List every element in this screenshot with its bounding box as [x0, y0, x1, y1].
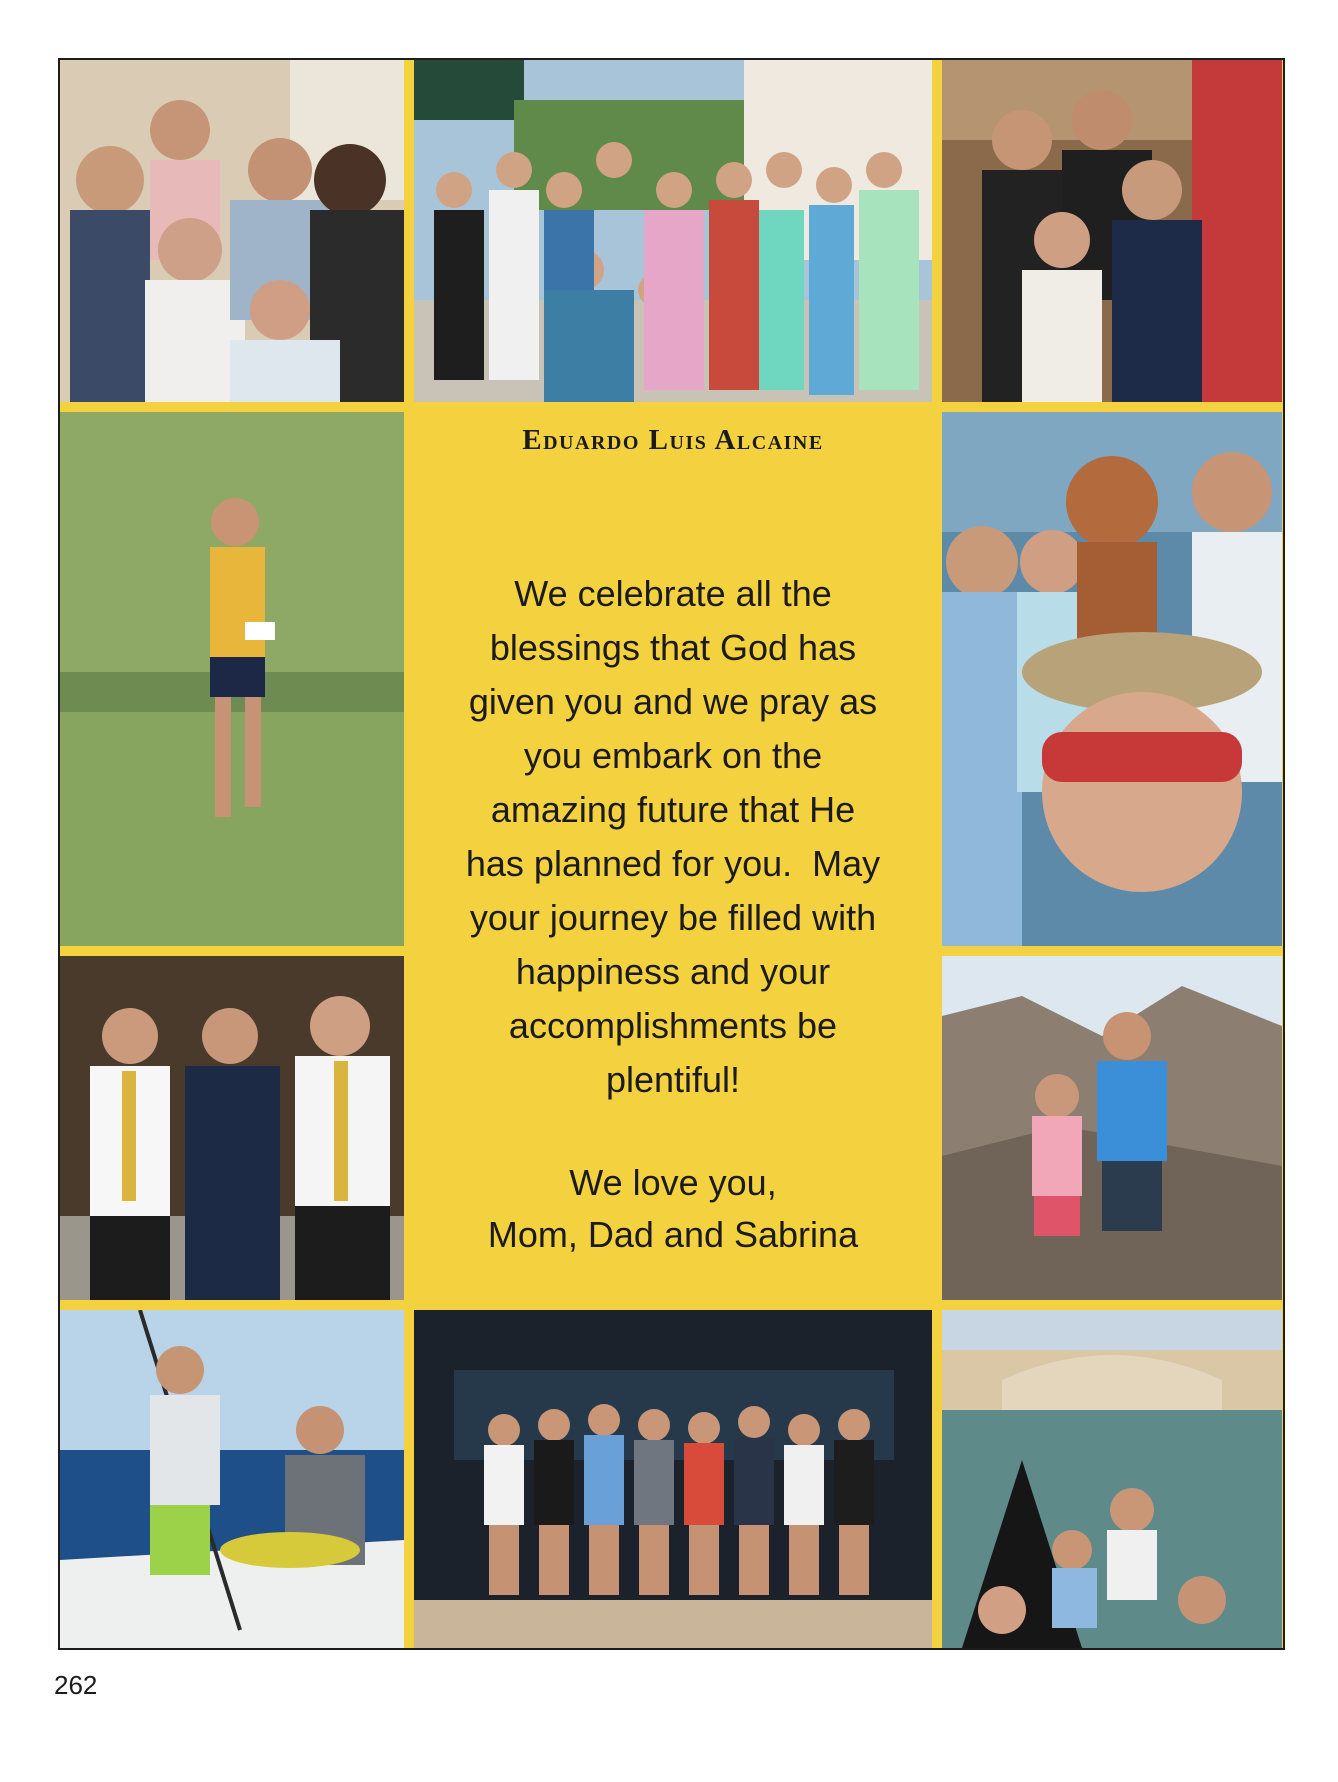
message-line: blessings that God has: [489, 627, 857, 668]
photo-venice-gondola: [942, 1310, 1282, 1648]
signoff: [417, 1157, 929, 1261]
photo-team-night: [414, 1310, 932, 1648]
signoff-line: Mom, Dad and Sabrina: [487, 1214, 859, 1255]
message-line: amazing future that He: [490, 789, 856, 830]
page-number: 262: [54, 1670, 98, 1700]
photo-siblings-group: [60, 60, 404, 402]
message-line: your journey be filled with: [469, 897, 877, 938]
photo-cross-country-runner: [60, 412, 404, 946]
photo-kids-on-rocks: [942, 956, 1282, 1300]
message-line: given you and we pray as: [468, 681, 878, 722]
message-panel: [417, 412, 929, 1310]
card-title: Eduardo Luis Alcaine: [522, 424, 824, 456]
message-line: happiness and your: [515, 951, 831, 992]
message-line: plentiful!: [605, 1059, 741, 1100]
message-line: We celebrate all the: [514, 573, 832, 614]
photo-family-christmas: [942, 60, 1282, 402]
photo-boat-selfie-with-dog: [942, 412, 1282, 946]
message-line: has planned for you. May: [465, 843, 881, 884]
photo-extended-family: [414, 60, 932, 402]
message-text: [431, 567, 915, 1107]
photo-fishing-boat: [60, 1310, 404, 1648]
photo-three-boys-uniforms: [60, 956, 404, 1300]
message-line: accomplishments be: [508, 1005, 838, 1046]
signoff-line: We love you,: [569, 1162, 777, 1203]
message-line: you embark on the: [523, 735, 823, 776]
